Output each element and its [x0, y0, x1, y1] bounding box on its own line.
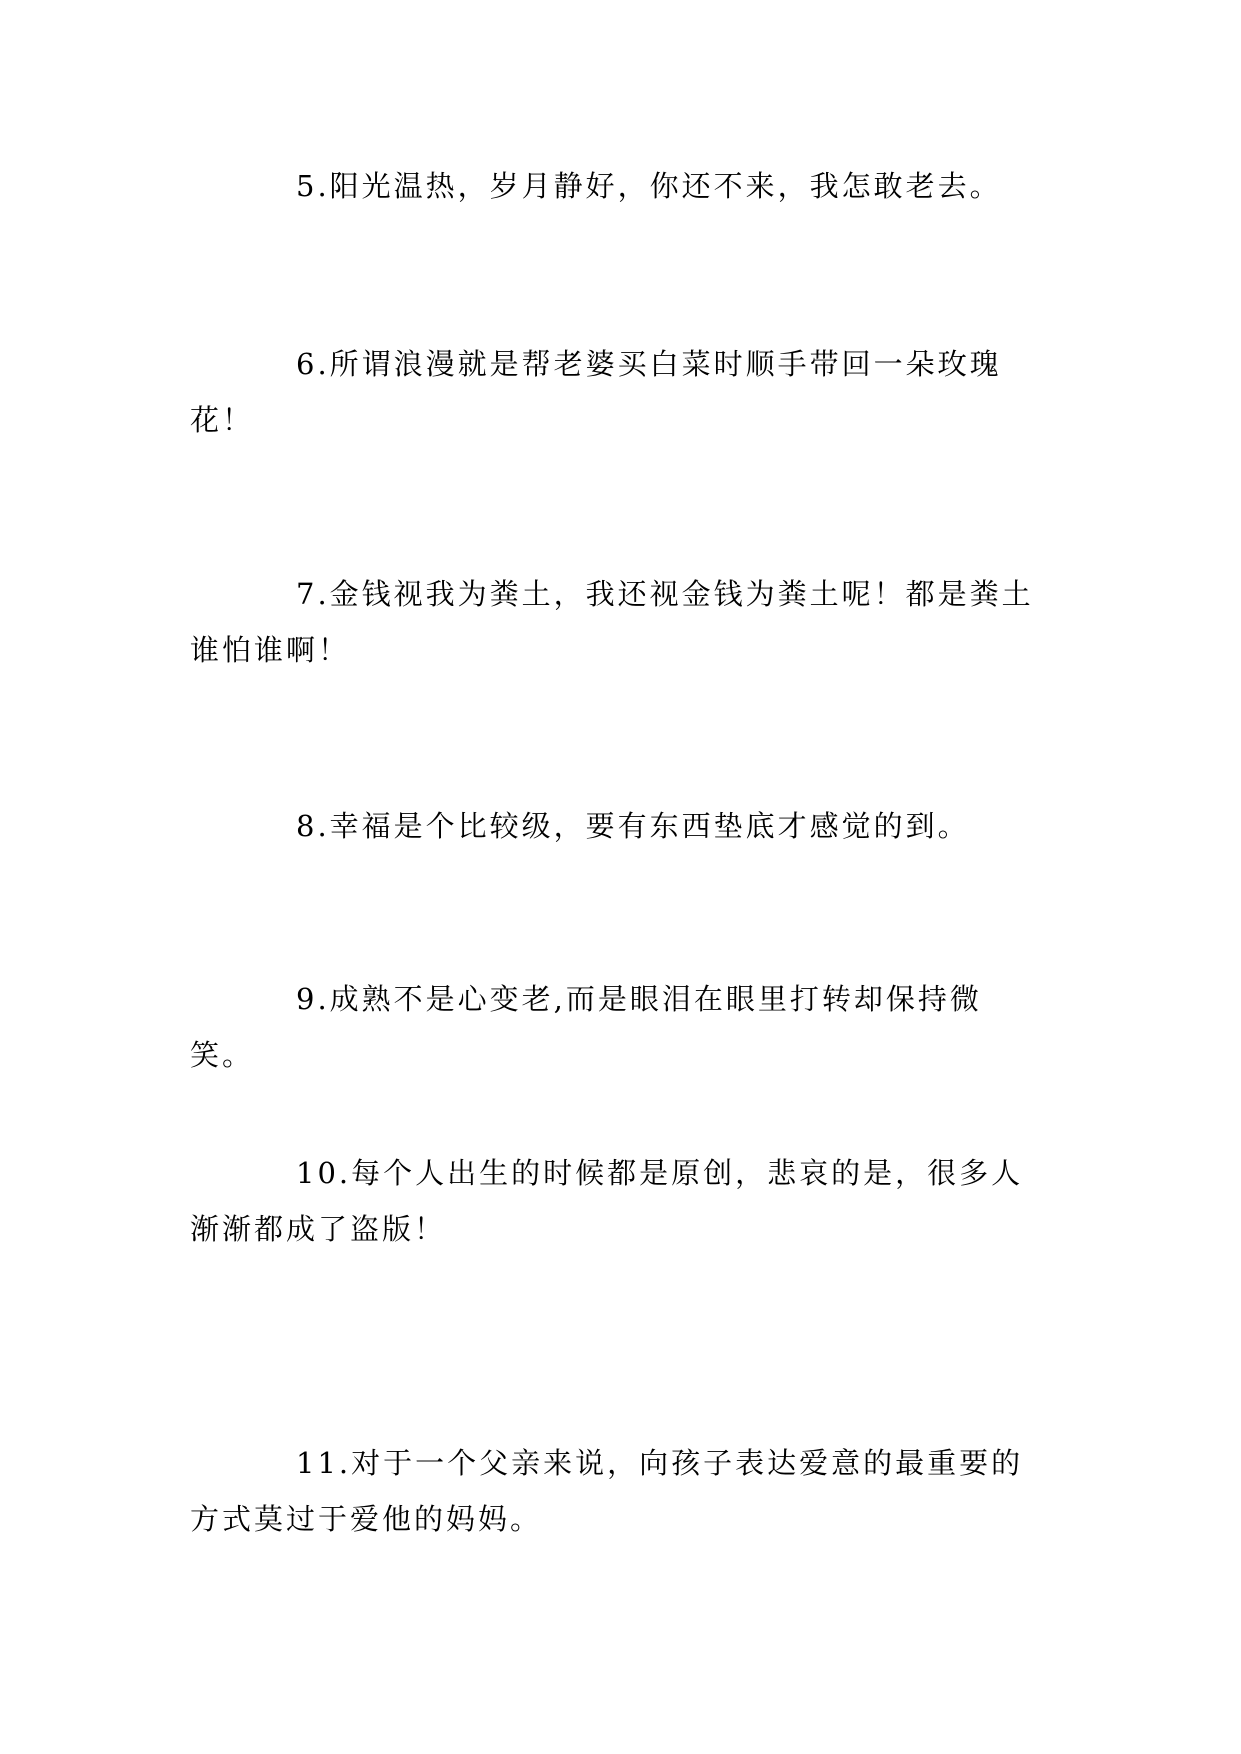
quote-paragraph-7: 7.金钱视我为粪土，我还视金钱为粪土呢！都是粪土谁怕谁啊！ — [190, 577, 1034, 667]
quote-paragraph-6: 6.所谓浪漫就是帮老婆买白菜时顺手带回一朵玫瑰花！ — [190, 347, 1002, 437]
quote-paragraph-11: 11.对于一个父亲来说，向孩子表达爱意的最重要的方式莫过于爱他的妈妈。 — [190, 1446, 1024, 1536]
quote-paragraph-8: 8.幸福是个比较级，要有东西垫底才感觉的到。 — [296, 809, 970, 843]
quote-paragraph-10: 10.每个人出生的时候都是原创，悲哀的是，很多人渐渐都成了盗版！ — [190, 1156, 1024, 1246]
quote-paragraph-9: 9.成熟不是心变老,而是眼泪在眼里打转却保持微笑。 — [190, 982, 982, 1072]
quote-paragraph-5: 5.阳光温热，岁月静好，你还不来，我怎敢老去。 — [296, 169, 1002, 203]
